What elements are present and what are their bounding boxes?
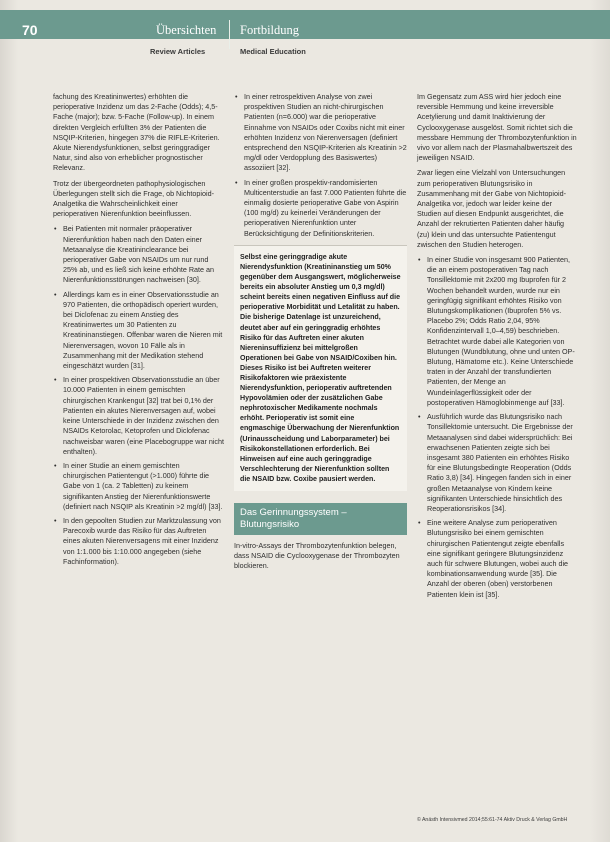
section-title-left: Übersichten — [156, 23, 217, 37]
list-item: • In einer prospektiven Observationsstudie an über 10.000 Patienten in einem gemischten chirurgischen Krankengut [32] trat bei 0,1% der Patienten ein akutes Nierenversagen auf, wobei keine Unterschiede in der Inzidenz zwischen den NSAIDs Ketorolac, Ketoprofen und Diclofenac nachweisbar waren (eine Placebogruppe war nicht enthalten). — [63, 375, 224, 457]
header-divider — [229, 20, 230, 49]
paragraph: In-vitro-Assays der Thrombozytenfunktion belegen, dass NSAID die Cyclooxygenase der Thrombozyten blockieren. — [234, 541, 400, 571]
header-bar — [0, 10, 610, 39]
page-number: 70 — [22, 22, 38, 38]
paragraph: fachung des Kreatininwertes) erhöhten die perioperative Inzidenz um das 2-Fache (Odds); 4,5-Fache (major); bzw. 5-Fache (Follow-up). In einem direkten Vergleich erfüllten 3% der Patienten die NSQIP-Kriterien, hingegen 37% die RIFLE-Kriterien. Akute Nierendysfunktionen, selbst geringgradiger Natur, sind also von erheblicher prognostischer Relevanz. — [53, 92, 220, 173]
subheading-left: Review Articles — [150, 47, 206, 56]
subheading-right: Medical Education — [240, 47, 306, 56]
footer-citation: © Anästh Intensivmed 2014;55:61-74 Aktiv Druck & Verlag GmbH — [417, 817, 568, 823]
list-item: • In einer Studie von insgesamt 900 Patienten, die an einem postoperativen Tag nach Tonsillektomie mit 2x200 mg Ibuprofen für 2 Wochen behandelt wurden, wurde nur ein geringfügig signifikant erhöhtes Risiko von Blutungskomplikationen (Ibuprofen 5% vs. Placebo 2%; Odds Ratio 2,04, 95% Konfidenzintervall 1,0–4,59) beschrieben. Betrachtet wurde dabei alle Kategorien von Blutungen (Wundblutung, ohne und unten OP-Blutung, Hämatome etc.). Keine Unterschiede traten in der Anzahl der transfundierten Patienten, der Menge an Wundeinlagerflüssigkeit oder der postoperativen Hämoglobinmenge auf [33]. — [427, 255, 577, 408]
section-heading: Das Gerinnungssystem – Blutungsrisiko — [234, 503, 407, 535]
bullet-list — [234, 92, 407, 239]
paragraph: Zwar liegen eine Vielzahl von Untersuchungen zum perioperativen Blutungsrisiko in Zusammenhang mit der Gabe von Nichtopioid-Analgetika vor, jedoch war leider keine der Studien auf diesen Endpunkt ausgerichtet, die Anzahl der rekrutierten Patienten daher häufig (zu) klein und das untersuchte Patientengut zwischen den Studien heterogen. — [417, 168, 567, 249]
list-item: • Eine weitere Analyse zum perioperativen Blutungsrisiko bei einem gemischten chirurgischen Patientengut zeigte ebenfalls eine signifikant geringere Blutungsinzidenz auch für schwere Blutungen, wobei auch die kombinationsanwendung wurde [35]. Die Anzahl der oberen (oben) verstorbenen Patienten klein ist [35]. — [427, 518, 577, 600]
column-3 — [417, 92, 577, 604]
bullet-list — [417, 255, 577, 600]
paragraph: Im Gegensatz zum ASS wird hier jedoch eine reversible Hemmung und keine irreversible Acetylierung und damit Inaktivierung der Cyclooxygenase ausgelöst. Somit richtet sich die messbare Hemmung der Thrombozytenfunktion in vivo vor allem nach der Plasmahalbwertszeit des jeweiligen NSAID. — [417, 92, 577, 163]
list-item: • In einer retrospektiven Analyse von zwei prospektiven Studien an nicht-chirurgischen Patienten (n=6.000) war die perioperative Einnahme von NSAIDs oder Coxibs nicht mit einer erhöhten Inzidenz von Nierenversagen (definiert entsprechend den NSQIP-Kriterien als Kreatinin >2 mg/dl oder Verdopplung des Basiswertes) assoziiert [32]. — [244, 92, 407, 174]
list-item: • Allerdings kam es in einer Observationsstudie an 970 Patienten, die orthopädisch operiert wurden, bei Diclofenac zu einem Anstieg des Kreatininwertes um 30 Patienten zu Kreatininanstiegen. Offenbar waren die Nieren mit Nierenversagen, wovon 10 Fälle als in Zusammenhang mit der Medikation stehend eingeschätzt wurden [31]. — [63, 290, 224, 372]
list-item: • Bei Patienten mit normaler präoperativer Nierenfunktion haben nach den Daten einer Metaanalyse die Kreatininclearance bei perioperativer Gabe von NSAIDs um nur rund 25% ab, und es ließ sich keine erhöhte Rate an Nierenfunktionsstörungen nachweisen [30]. — [63, 224, 224, 285]
bullet-list — [53, 224, 224, 567]
list-item: • In einer großen prospektiv-randomisierten Multicenterstudie an fast 7.000 Patienten führte die einmalig dosierte perioperative Gabe von Aspirin (100 mg/d) zu keinerlei Veränderungen der perioperativen Nierenfunktion unter Berücksichtigung der Definitionskriterien. — [244, 178, 407, 239]
list-item: • In den gepoolten Studien zur Marktzulassung von Parecoxib wurde das Risiko für das Auftreten eines akuten Nierenversagens mit einer Inzidenz von 1:1.000 bis 1:10.000 angegeben (siehe Fachinformation). — [63, 516, 224, 567]
highlight-box: Selbst eine geringgradige akute Nierendysfunktion (Kreatininanstieg um 50% gegenüber dem Ausgangswert, möglicherweise bereits ein absoluter Anstieg um 0,3 mg/dl) scheint bereits einen negativen Einfluss auf die perioperative Morbidität und Letalität zu haben. Die bisherige Datenlage ist unzureichend, deutet aber auf ein geringgradig erhöhtes Risiko für das Auftreten einer akuten Niereninsuffizienz bei mittelgroßen Operationen bei Gabe von NSAID/Coxiben hin. Dieses Risiko ist bei Auftreten weiterer Risikofaktoren wie präexistente Nierendysfunktion, perioperativ auftretenden Hypovolämien oder der zusätzlichen Gabe nephrotoxischer Medikamente nochmals erhöht. Perioperativ ist somit eine engmaschige Überwachung der Nierenfunktion (Urinausscheidung und Laborparameter) bei Risikokonstellationen erforderlich. Bei Hinweisen auf eine auch geringgradige Verschlechterung der Nierenfunktion sollten die NSAID bzw. Coxibe pausiert werden. — [234, 245, 407, 491]
column-1 — [53, 92, 224, 571]
paragraph: Trotz der übergeordneten pathophysiologischen Überlegungen stellt sich die Frage, ob Nichtopioid-Analgetika die Wahrscheinlichkeit einer perioperativen Nierenfunktion beeinflussen. — [53, 178, 215, 219]
section-title-right: Fortbildung — [240, 23, 300, 37]
list-item: • Ausführlich wurde das Blutungsrisiko nach Tonsillektomie untersucht. Die Ergebnisse der Metaanalysen sind dabei widersprüchlich: Bei erwachsenen Patienten zeigte sich bei insgesamt 380 Patienten ein erhöhtes Risiko für eine Blutungsbedingte Reoperation (Odds Ratio 3,8) [34]. Hingegen fanden sich in einer großen Metaanalyse von Kindern keine signifikanten Unterschiede hinsichtlich des Reoperationsrisikos [34]. — [427, 412, 577, 514]
list-item: • In einer Studie an einem gemischten chirurgischen Patientengut (>1.000) führte die Gabe von 1 (ca. 2 Tabletten) zu keinem signifikanten Anstieg der Nierenfunktionswerte (definiert nach NSQIP als Kreatinin >2 mg/dl) [33]. — [63, 461, 224, 512]
column-2 — [234, 92, 407, 577]
